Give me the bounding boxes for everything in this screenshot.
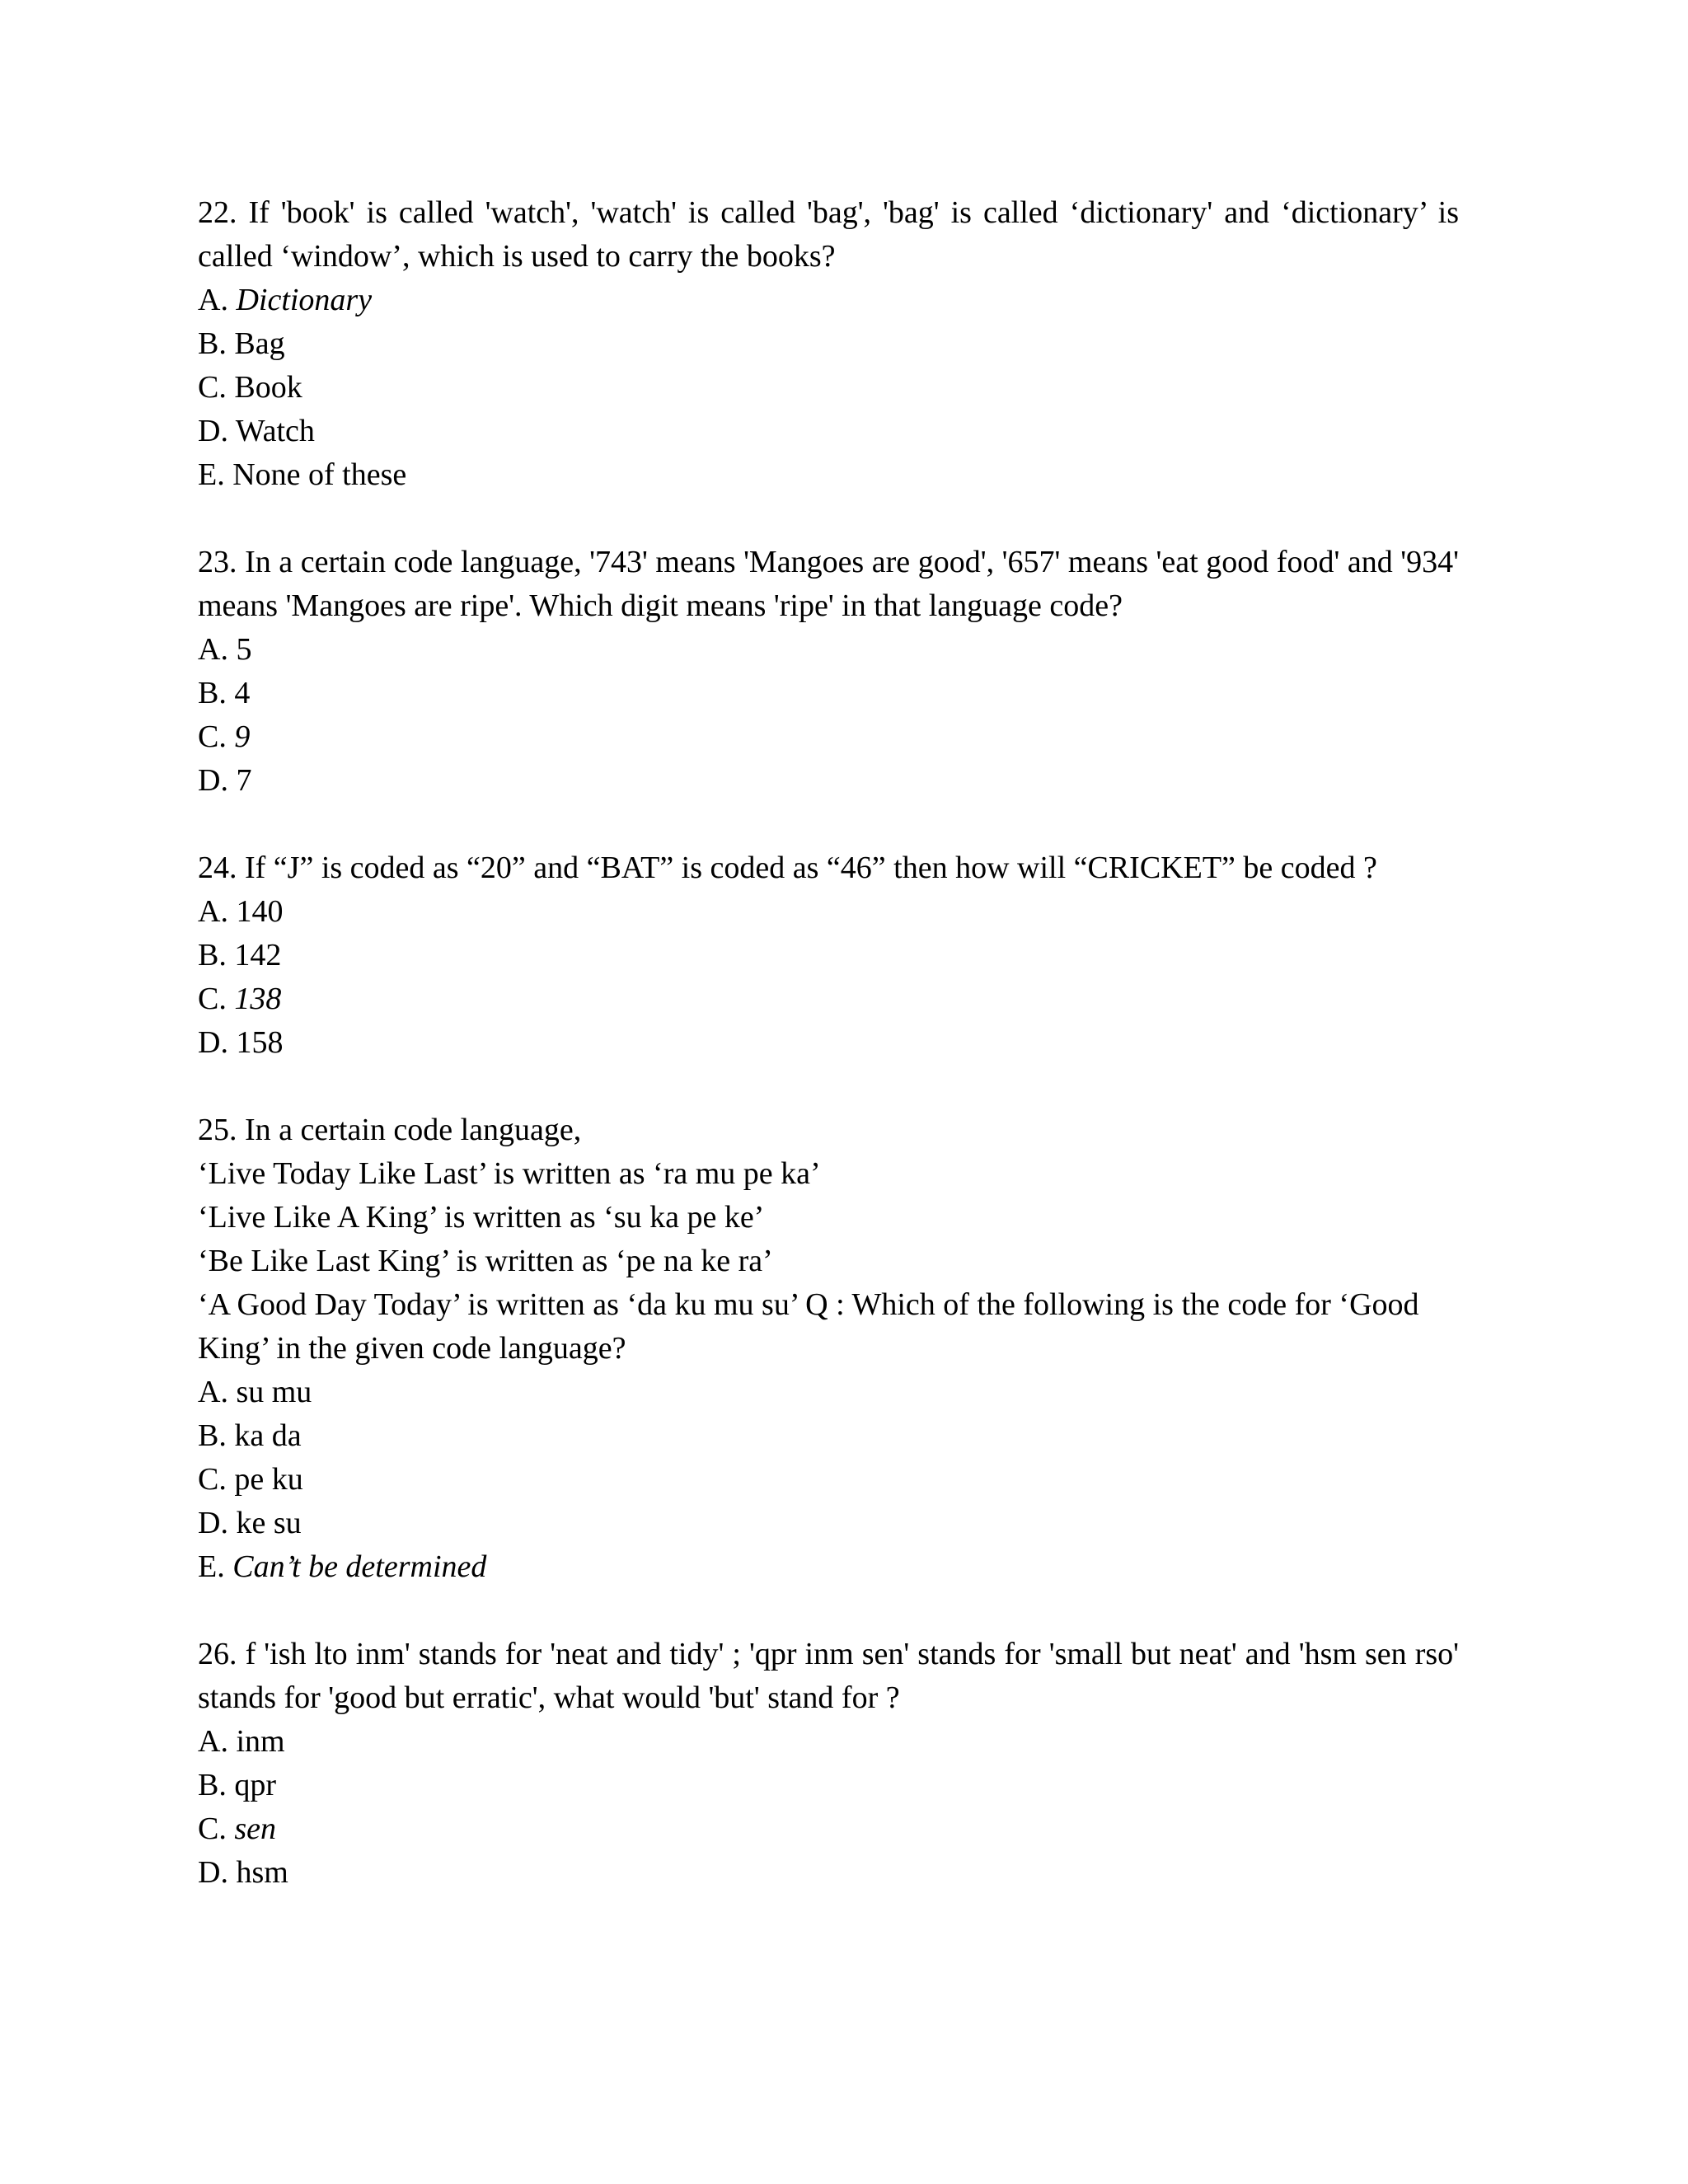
option-e <box>198 1545 1459 1589</box>
option-letter: B. <box>198 326 227 361</box>
option-letter: B. <box>198 1418 227 1453</box>
question-text: 23. In a certain code language, '743' means 'Mangoes are good', '657' means 'eat good food' and '934' means 'Mangoes are ripe'. Which digit means 'ripe' in that language code? <box>198 545 1459 623</box>
option-b <box>198 322 1459 366</box>
option-letter: B. <box>198 1768 227 1802</box>
option-text: 5 <box>236 632 252 667</box>
question-line: ‘Live Like A King’ is written as ‘su ka pe ke’ <box>198 1200 765 1235</box>
option-e <box>198 453 1459 497</box>
option-text: 142 <box>234 938 282 972</box>
option-a <box>198 1371 1459 1414</box>
question-line: 25. In a certain code language, <box>198 1113 582 1147</box>
option-letter: E. <box>198 1549 225 1584</box>
spacer <box>198 1065 1459 1108</box>
option-text: Dictionary <box>236 283 373 317</box>
option-letter: D. <box>198 1506 228 1540</box>
option-letter: A. <box>198 894 228 929</box>
option-text: 9 <box>234 719 251 754</box>
option-text: qpr <box>234 1768 277 1802</box>
option-text: Book <box>234 370 302 405</box>
option-b <box>198 1764 1459 1807</box>
option-text: Can’t be determined <box>232 1549 487 1584</box>
option-letter: D. <box>198 1855 228 1890</box>
option-text: None of these <box>232 457 407 492</box>
option-letter: C. <box>198 719 227 754</box>
option-text: su mu <box>236 1375 312 1409</box>
option-d <box>198 1502 1459 1545</box>
option-letter: D. <box>198 763 228 798</box>
option-c <box>198 715 1459 759</box>
option-b <box>198 672 1459 715</box>
option-text: pe ku <box>234 1462 303 1497</box>
option-text: 140 <box>236 894 284 929</box>
question-text: 24. If “J” is coded as “20” and “BAT” is coded as “46” then how will “CRICKET” be coded ? <box>198 851 1377 885</box>
question-24 <box>198 846 1459 1065</box>
option-text: 7 <box>236 763 252 798</box>
option-text: sen <box>234 1811 277 1846</box>
question-line: ‘Live Today Like Last’ is written as ‘ra mu pe ka’ <box>198 1156 821 1191</box>
option-text: hsm <box>236 1855 288 1890</box>
option-b <box>198 1414 1459 1458</box>
question-page <box>198 191 1459 1895</box>
spacer <box>198 1589 1459 1633</box>
question-text: ‘A Good Day Today’ is written as ‘da ku mu su’ Q : Which of the following is the code for ‘Good King’ in the given code language? <box>198 1287 1419 1366</box>
spacer <box>198 803 1459 846</box>
option-letter: C. <box>198 982 227 1016</box>
question-26 <box>198 1633 1459 1895</box>
option-text: Bag <box>234 326 285 361</box>
question-25 <box>198 1108 1459 1589</box>
option-letter: B. <box>198 676 227 710</box>
option-a <box>198 628 1459 672</box>
option-letter: C. <box>198 1462 227 1497</box>
question-line: ‘Be Like Last King’ is written as ‘pe na ke ra’ <box>198 1244 773 1278</box>
option-d <box>198 410 1459 453</box>
option-text: inm <box>236 1724 285 1759</box>
question-text: 26. f 'ish lto inm' stands for 'neat and tidy' ; 'qpr inm sen' stands for 'small but neat' and 'hsm sen rso' stands for 'good but erratic', what would 'but' stand for ? <box>198 1637 1459 1715</box>
option-c <box>198 1458 1459 1502</box>
option-letter: E. <box>198 457 225 492</box>
option-text: 158 <box>236 1025 284 1060</box>
option-letter: B. <box>198 938 227 972</box>
option-letter: A. <box>198 1724 228 1759</box>
option-a <box>198 279 1459 322</box>
option-d <box>198 1851 1459 1895</box>
option-letter: A. <box>198 283 228 317</box>
option-letter: C. <box>198 370 227 405</box>
option-b <box>198 934 1459 977</box>
option-a <box>198 890 1459 934</box>
option-d <box>198 1021 1459 1065</box>
option-letter: C. <box>198 1811 227 1846</box>
option-c <box>198 1807 1459 1851</box>
option-text: 138 <box>234 982 282 1016</box>
option-text: ke su <box>236 1506 302 1540</box>
option-text: 4 <box>234 676 251 710</box>
question-22 <box>198 191 1459 497</box>
option-letter: A. <box>198 632 228 667</box>
option-d <box>198 759 1459 803</box>
question-text: 22. If 'book' is called 'watch', 'watch' is called 'bag', 'bag' is called ‘dictionary' and ‘dictionary’ is called ‘window’, which is used to carry the books? <box>198 195 1459 274</box>
option-a <box>198 1720 1459 1764</box>
option-text: ka da <box>234 1418 302 1453</box>
option-letter: D. <box>198 1025 228 1060</box>
spacer <box>198 497 1459 541</box>
option-letter: D. <box>198 414 228 448</box>
option-c <box>198 366 1459 410</box>
option-letter: A. <box>198 1375 228 1409</box>
option-c <box>198 977 1459 1021</box>
option-text: Watch <box>235 414 315 448</box>
question-23 <box>198 541 1459 803</box>
